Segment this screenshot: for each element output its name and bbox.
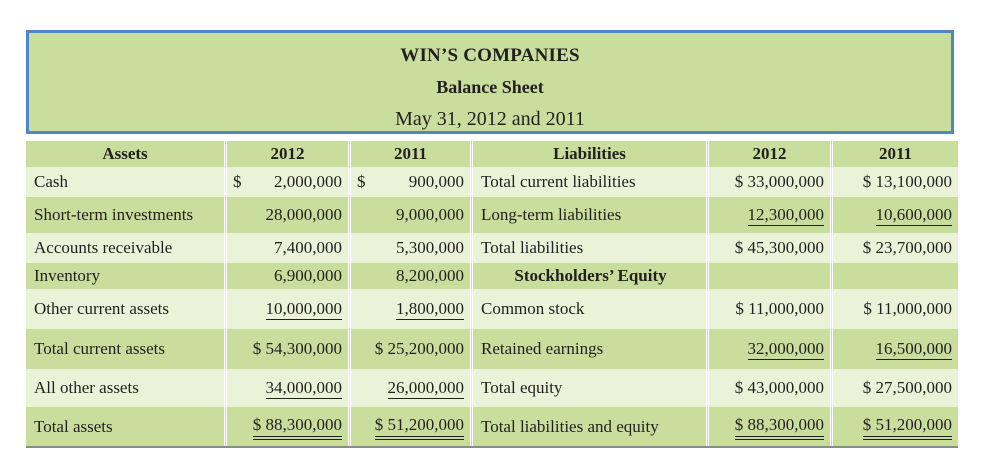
table-row [26, 197, 958, 233]
asset-2011-value: 8,200,000 [348, 263, 470, 289]
liability-2012-value [706, 263, 830, 289]
asset-2011-value: 1,800,000 [396, 298, 464, 320]
table-row [26, 369, 958, 407]
asset-2012-value: $ 88,300,000 [253, 414, 342, 439]
currency-sign: $ [233, 172, 242, 191]
liability-2012-value: $ 33,000,000 [706, 167, 830, 197]
statement-date: May 31, 2012 and 2011 [395, 108, 585, 130]
asset-2011-value: $ 25,200,000 [348, 329, 470, 369]
liability-label: Total liabilities [470, 233, 706, 263]
liability-2012-value: 32,000,000 [748, 338, 825, 360]
asset-2012-value: 6,900,000 [224, 263, 348, 289]
liabilities-header: Liabilities [470, 141, 706, 167]
liability-2012-value: $ 11,000,000 [706, 289, 830, 329]
liabilities-2012-header: 2012 [706, 141, 830, 167]
asset-label: Total current assets [26, 329, 224, 369]
table-row [26, 167, 958, 197]
table-row [26, 329, 958, 369]
liabilities-2011-header: 2011 [830, 141, 958, 167]
asset-2012-value: 7,400,000 [224, 233, 348, 263]
asset-label: All other assets [26, 369, 224, 407]
asset-2011-value: 9,000,000 [396, 205, 464, 224]
asset-label: Short-term investments [26, 197, 224, 233]
statement-header [26, 30, 954, 134]
liability-2011-value: $ 11,000,000 [830, 289, 958, 329]
bottom-rule [26, 446, 958, 448]
liability-label: Long-term liabilities [470, 197, 706, 233]
liability-2011-value: $ 23,700,000 [830, 233, 958, 263]
liability-2012-value: $ 88,300,000 [735, 414, 824, 439]
liability-2012-value: $ 45,300,000 [706, 233, 830, 263]
asset-2011-value: $ 51,200,000 [375, 414, 464, 439]
liability-2011-value: $ 13,100,000 [830, 167, 958, 197]
liability-label: Retained earnings [470, 329, 706, 369]
equity-section-heading: Stockholders’ Equity [470, 263, 706, 289]
asset-label: Accounts receivable [26, 233, 224, 263]
table-row [26, 289, 958, 329]
asset-2012-value: 34,000,000 [266, 377, 343, 399]
liability-label: Common stock [470, 289, 706, 329]
asset-2012-value: 2,000,000 [274, 172, 342, 191]
assets-2011-header: 2011 [348, 141, 470, 167]
asset-2012-value: $ 54,300,000 [224, 329, 348, 369]
table-row [26, 407, 958, 447]
asset-2011-value: 900,000 [408, 172, 464, 191]
column-header-row [26, 141, 958, 167]
liability-2011-value [830, 263, 958, 289]
asset-2012-value: 28,000,000 [265, 205, 342, 224]
asset-label: Other current assets [26, 289, 224, 329]
balance-sheet-table [26, 141, 958, 447]
assets-header: Assets [26, 141, 224, 167]
liability-2012-value: $ 43,000,000 [706, 369, 830, 407]
liability-label: Total current liabilities [470, 167, 706, 197]
assets-2012-header: 2012 [224, 141, 348, 167]
table-row [26, 233, 958, 263]
liability-2012-value: 12,300,000 [748, 204, 825, 226]
liability-2011-value: $ 27,500,000 [830, 369, 958, 407]
liability-2011-value: 10,600,000 [876, 204, 953, 226]
liability-label: Total equity [470, 369, 706, 407]
asset-2012-value: 10,000,000 [266, 298, 343, 320]
asset-2011-value: 5,300,000 [348, 233, 470, 263]
asset-label: Cash [26, 167, 224, 197]
table-row [26, 263, 958, 289]
asset-2011-value: 26,000,000 [388, 377, 465, 399]
asset-label: Total assets [26, 407, 224, 447]
liability-label: Total liabilities and equity [470, 407, 706, 447]
liability-2011-value: $ 51,200,000 [863, 414, 952, 439]
asset-label: Inventory [26, 263, 224, 289]
liability-2011-value: 16,500,000 [876, 338, 953, 360]
company-name: WIN’S COMPANIES [400, 45, 580, 66]
statement-title: Balance Sheet [436, 77, 544, 97]
currency-sign: $ [357, 172, 366, 191]
